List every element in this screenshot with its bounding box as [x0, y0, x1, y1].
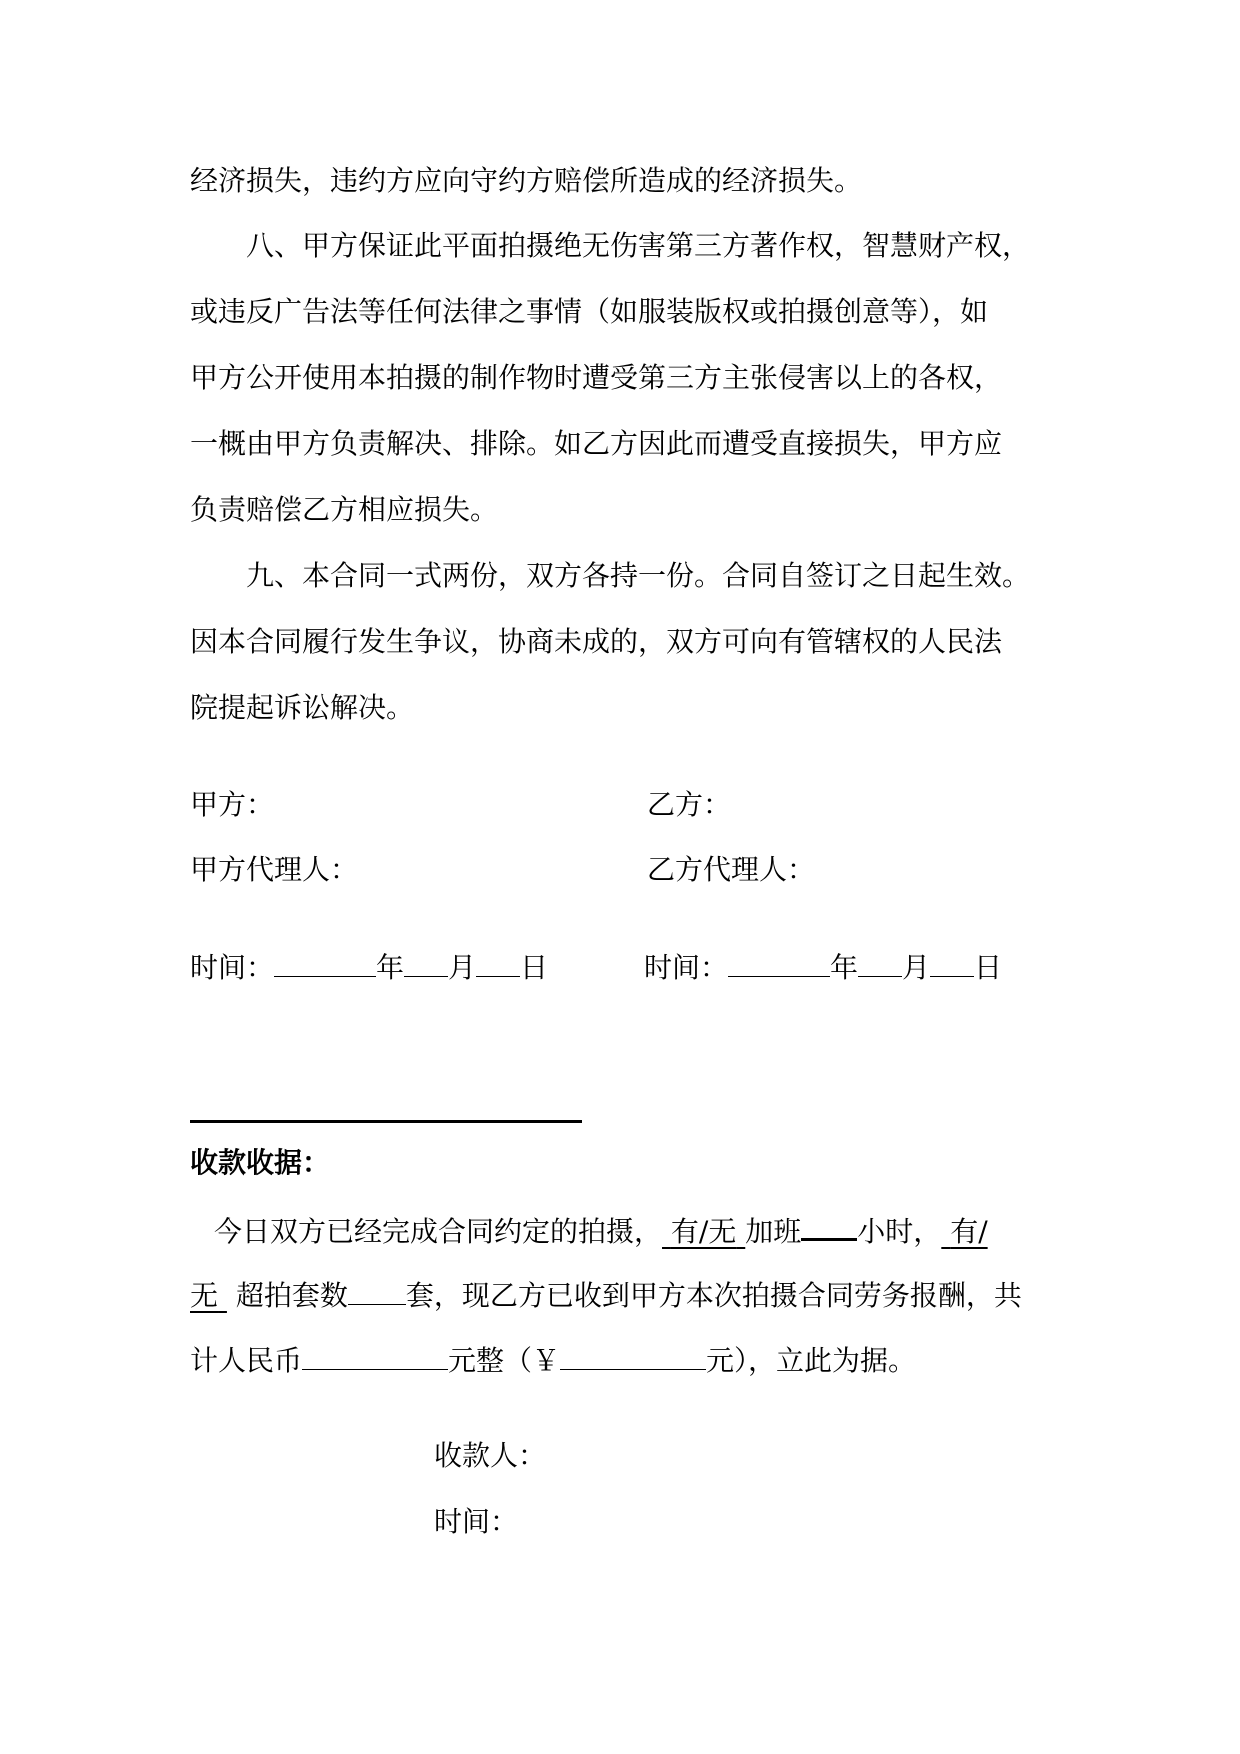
time-label: 时间： [644, 951, 729, 984]
receipt-text: 今日双方已经完成合同约定的拍摄， [214, 1215, 663, 1248]
extra-sets-option-cont: 无 [190, 1279, 219, 1312]
day-blank [930, 946, 974, 977]
receipt-heading: 收款收据： [190, 1146, 331, 1179]
receipt-line-3 [190, 1339, 916, 1381]
receipt-text: 套，现乙方已收到甲方本次拍摄合同劳务报酬，共 [405, 1279, 1022, 1312]
receipt-text: 超拍套数 [235, 1279, 348, 1312]
extra-sets-blank [348, 1274, 406, 1305]
clause-8-line-1: 八、甲方保证此平面拍摄绝无伤害第三方著作权，智慧财产权， [246, 229, 1031, 262]
receipt-text: 元整（￥ [448, 1344, 561, 1377]
payee-label: 收款人： [434, 1439, 547, 1472]
amount-number-blank [560, 1339, 706, 1370]
agent-a-label: 甲方代理人： [190, 853, 359, 886]
section-divider [190, 1120, 582, 1123]
receipt-line-2 [190, 1274, 1022, 1316]
overtime-hours-blank [801, 1208, 857, 1241]
receipt-text: 计人民币 [190, 1344, 303, 1377]
overtime-option: 有/无 [670, 1215, 737, 1248]
extra-sets-option: 有/ [950, 1215, 988, 1248]
day-label: 日 [520, 951, 549, 984]
receipt-text: 加班 [745, 1215, 802, 1248]
day-label: 日 [974, 951, 1003, 984]
month-blank [858, 946, 902, 977]
clause-9-line-3: 院提起诉讼解决。 [190, 691, 415, 724]
party-b-date [644, 946, 1002, 988]
year-blank [728, 946, 830, 977]
month-label: 月 [902, 951, 931, 984]
amount-words-blank [302, 1339, 448, 1370]
clause-8-line-4: 一概由甲方负责解决、排除。如乙方因此而遭受直接损失，甲方应 [190, 427, 1003, 460]
year-label: 年 [376, 951, 405, 984]
clause-9-line-2: 因本合同履行发生争议，协商未成的，双方可向有管辖权的人民法 [190, 625, 1003, 658]
day-blank [476, 946, 520, 977]
clause-8-line-2: 或违反广告法等任何法律之事情（如服装版权或拍摄创意等），如 [190, 295, 989, 328]
party-a-date [190, 946, 548, 988]
clause-8-line-3: 甲方公开使用本拍摄的制作物时遭受第三方主张侵害以上的各权， [190, 361, 1003, 394]
agent-b-label: 乙方代理人： [647, 853, 816, 886]
clause-9-line-1: 九、本合同一式两份，双方各持一份。合同自签订之日起生效。 [246, 559, 1031, 592]
month-blank [404, 946, 448, 977]
party-b-label: 乙方： [647, 788, 732, 821]
year-blank [274, 946, 376, 977]
receipt-text: 小时， [857, 1215, 942, 1248]
time-label: 时间： [190, 951, 275, 984]
receipt-text: 元），立此为据。 [706, 1344, 917, 1377]
clause-8-line-5: 负责赔偿乙方相应损失。 [190, 493, 499, 526]
receipt-line-1 [214, 1208, 988, 1252]
party-a-label: 甲方： [190, 788, 275, 821]
month-label: 月 [448, 951, 477, 984]
year-label: 年 [830, 951, 859, 984]
receipt-time-label: 时间： [434, 1505, 519, 1538]
clause-7-tail: 经济损失，违约方应向守约方赔偿所造成的经济损失。 [190, 164, 863, 197]
